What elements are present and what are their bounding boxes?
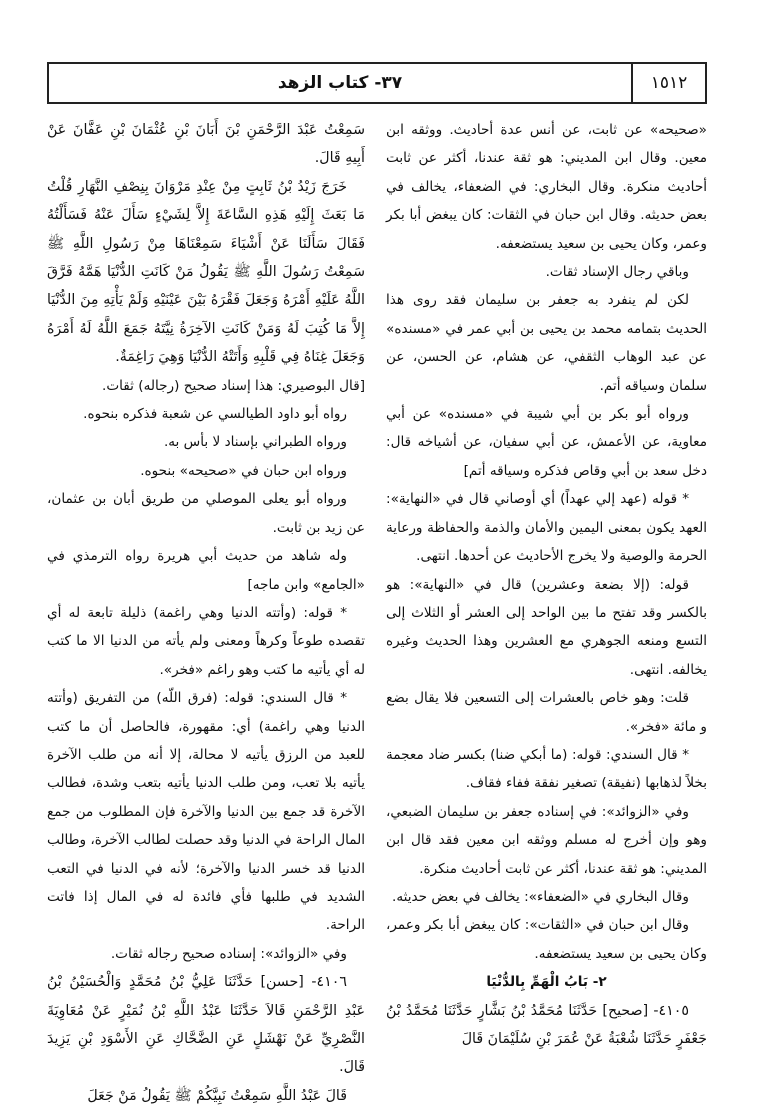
- paragraph: وباقي رجال الإسناد ثقات.: [545, 264, 689, 281]
- hadith-matn: خَرَجَ زَيْدُ بْنُ ثَابِتٍ مِنْ عِنْدِ مَرْوَانَ بِنِصْفِ النَّهَارِ قُلْتُ مَا بَعَثَ إِلَيْهِ هَذِهِ السَّاعَةَ إِلاَّ لِشَيْءٍ سَأَلَ عَنْهُ فَسَأَلْتُهُ فَقَالَ سَأَلَنَا عَنْ أَشْيَاءَ سَمِعْنَاهَا مِنْ رَسُولِ اللَّهِ ﷺ سَمِعْتُ رَسُولَ اللَّهِ ﷺ يَقُولُ مَنْ كَانَتِ الدُّنْيَا هَمَّهُ فَرَّقَ اللَّهُ عَلَيْهِ أَمْرَهُ وَجَعَلَ فَقْرَهُ بَيْنَ عَيْنَيْهِ وَلَمْ يَأْتِهِ مِنَ الدُّنْيَا إِلاَّ مَا كُتِبَ لَهُ وَمَنْ كَانَتِ الآخِرَةُ نِيَّتَهُ جَمَعَ اللَّهُ لَهُ أَمْرَهُ وَجَعَلَ غِنَاهُ فِي قَلْبِهِ وَأَتَتْهُ الدُّنْيَا وَهِيَ رَاغِمَةٌ.: [47, 178, 365, 366]
- note: * قوله: (وأتته الدنيا وهي راغمة) ذليلة تابعة له أي تقصده طوعاً وكرهاً ومعنى ولم يأته من الدنيا الا ما كتب له أي يأتيه ما كتب وهو راغم «فخر».: [47, 604, 365, 678]
- note: ورواه الطبراني بإسناد لا بأس به.: [163, 434, 347, 451]
- note: رواه أبو داود الطيالسي عن شعبة فذكره بنحوه.: [83, 406, 347, 423]
- paragraph: لكن لم ينفرد به جعفر بن سليمان فقد روى هذا الحديث بتمامه محمد بن يحيى بن أبي عمر في «مسنده» عن عبد الوهاب الثقفي، عن هشام، عن الحسن، عن سلمان وسياقه أتم.: [386, 292, 707, 394]
- page-header: [47, 62, 707, 104]
- right-column: [386, 116, 707, 1053]
- note: ورواه ابن حبان في «صحيحه» بنحوه.: [140, 462, 347, 479]
- paragraph: «صحيحه» عن ثابت، عن أنس عدة أحاديث. ووثقه ابن معين. وقال ابن المديني: هو ثقة عندنا، أكثر عن ثابت أحاديث منكرة. وقال البخاري: في الضعفاء، يخالف في بعض حديثه. وقال ابن حبان في الثقات: كان يبغض أبا بكر وعمر، وكان يحيى بن سعيد يستضعفه.: [386, 122, 707, 252]
- paragraph: وفي «الزوائد»: في إسناده جعفر بن سليمان الضبعي، وهو وإن أخرج له مسلم ووثقه ابن معين فقد قال ابن المديني: هو ثقة عندنا، أكثر عن ثابت أحاديث منكرة.: [386, 803, 707, 877]
- left-column: [47, 116, 365, 1110]
- note: وفي «الزوائد»: إسناده صحيح رجاله ثقات.: [110, 945, 347, 962]
- paragraph: قلت: وهو خاص بالعشرات إلى التسعين فلا يقال بضع و مائة «فخر».: [386, 690, 707, 735]
- hadith-4106: ٤١٠٦- [حسن] حَدَّثَنَا عَلِيُّ بْنُ مُحَمَّدٍ وَالْحُسَيْنُ بْنُ عَبْدِ الرَّحْمَنِ قَالاَ حَدَّثَنَا عَبْدُ اللَّهِ بْنُ نُمَيْرٍ عَنْ مُعَاوِيَةَ النَّصْرِيِّ عَنْ نَهْشَلٍ عَنِ الضَّحَّاكِ عَنِ الأَسْوَدِ بْنِ يَزِيدَ قَالَ.: [47, 974, 365, 1076]
- paragraph: وقال ابن حبان في «الثقات»: كان يبغض أبا بكر وعمر، وكان يحيى بن سعيد يستضعفه.: [386, 917, 707, 962]
- note: وله شاهد من حديث أبي هريرة رواه الترمذي في «الجامع» وابن ماجه]: [47, 548, 365, 593]
- chapter-title: ٣٧- كتاب الزهد: [277, 73, 403, 93]
- section-heading: ٢- بَابُ الْهَمِّ بِالدُّنْيَا: [486, 974, 607, 991]
- page-number: ١٥١٢: [631, 64, 705, 102]
- hadith-4105: ٤١٠٥- [صحيح] حَدَّثَنَا مُحَمَّدُ بْنُ بَشَّارٍ حَدَّثَنَا مُحَمَّدُ بْنُ جَعْفَرٍ حَدَّثَنَا شُعْبَةُ عَنْ عُمَرَ بْنِ سُلَيْمَانَ قَالَ: [386, 1002, 707, 1047]
- paragraph: ورواه أبو بكر بن أبي شيبة في «مسنده» عن أبي معاوية، عن الأعمش، عن أبي سفيان، عن أشياخه قال: دخل سعد بن أبي وقاص فذكره وسياقه أتم]: [386, 406, 707, 479]
- isnad-continuation: سَمِعْتُ عَبْدَ الرَّحْمَنِ بْنَ أَبَانَ بْنِ عُثْمَانَ بْنِ عَفَّانَ عَنْ أَبِيهِ قَالَ.: [47, 122, 365, 167]
- note: [قال البوصيري: هذا إسناد صحيح (رجاله) ثقات.: [102, 377, 365, 394]
- note: * قال السندي: قوله: (فرق اللّه) من التفريق (وأتته الدنيا وهي راغمة) أي: مقهورة، فالحاصل أن ما كتب للعبد من الرزق يأتيه لا محالة، إلا أنه من طلب الآخرة يأتيه بلا تعب، ومن طلب الدنيا يأتيه بتعب وشدة، فطالب الآخرة قد جمع بين الدنيا والآخرة فإن المطلوب من جمع المال الراحة في الدنيا وقد حصلت لطالب الآخرة، وطالب الدنيا قد خسر الدنيا والآخرة؛ لأنه في الدنيا في التعب الشديد في طلبها فأي فائدة له في المال إذا فاتت الراحة.: [47, 690, 365, 934]
- paragraph: قوله: (إلا بضعة وعشرين) قال في «النهاية»: هو بالكسر وقد تفتح ما بين الواحد إلى العشر أو الثلاث إلى التسع ومنعه الجوهري مع العشرين وهذا الحديث وغيره يخالفه. انتهى.: [386, 576, 707, 678]
- hadith-4106-matn: قَالَ عَبْدُ اللَّهِ سَمِعْتُ نَبِيَّكُمْ ﷺ يَقُولُ مَنْ جَعَلَ: [87, 1087, 347, 1104]
- note: ورواه أبو يعلى الموصلي من طريق أبان بن عثمان، عن زيد بن ثابت.: [47, 491, 365, 536]
- paragraph: * قال السندي: قوله: (ما أبكي ضنا) بكسر ضاد معجمة بخلاً لذهابها (نفيقة) تصغير نفقة ففاء فقاف.: [386, 746, 707, 792]
- paragraph: وقال البخاري في «الضعفاء»: يخالف في بعض حديثه.: [392, 888, 689, 905]
- paragraph: * قوله (عهد إلي عهداً) أي أوصاني قال في «النهاية»: العهد يكون بمعنى اليمين والأمان والذمة والحفاظة ورعاية الحرمة والوصية ولا يخرج الأحاديث عن أحدها. انتهى.: [386, 491, 707, 565]
